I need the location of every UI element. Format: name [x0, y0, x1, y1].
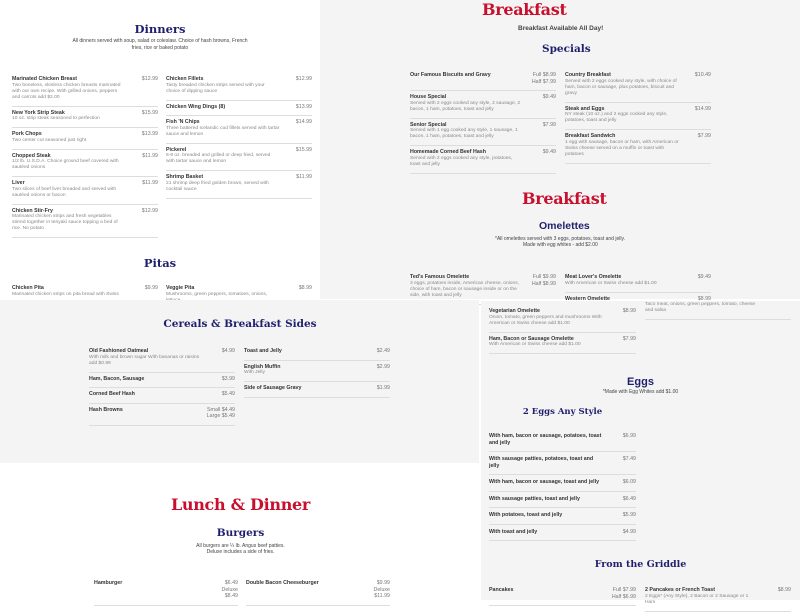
- menu-item-price: $10.49: [694, 72, 711, 78]
- menu-item-name: Marinated Chicken Breast: [12, 76, 78, 82]
- specials-title: Specials: [542, 43, 591, 55]
- menu-item-info: [489, 336, 604, 349]
- menu-item-name: Western Omelette: [565, 295, 610, 302]
- menu-item-name: With potatoes, toast and jelly: [489, 512, 563, 518]
- eggs-column: [489, 429, 636, 541]
- menu-item-price: $7.49: [622, 456, 636, 462]
- menu-item-description: Two center cut seasoned just right: [12, 137, 87, 143]
- menu-item-description: Served with 1 egg cooked any style, 1 sausage, 1 bacon, 1 ham, potatoes, toast and jelly: [410, 128, 518, 139]
- menu-item-name: Fish 'N Chips: [166, 119, 200, 125]
- menu-item-info: [489, 512, 604, 519]
- menu-item-price: $9.49: [697, 274, 711, 280]
- menu-item-info: [166, 147, 280, 166]
- menu-item-price: $4.99: [622, 528, 636, 535]
- menu-item-name: With sausage patties, toast and jelly: [489, 495, 580, 502]
- menu-item-price: $13.99: [295, 103, 312, 110]
- menu-item-price: $2.49: [376, 348, 390, 354]
- menu-item-name: Pork Chops: [12, 131, 42, 137]
- omelettes-note-2: Made with egg whites - add $2.00: [523, 242, 598, 248]
- cereals-left-column: [89, 345, 235, 426]
- menu-item-description: NY steak (10 oz.) and 2 eggs cooked any style, potatoes, toast and jelly: [565, 112, 668, 123]
- menu-item-price: $3.99: [221, 375, 235, 382]
- eggs-panel: [481, 301, 800, 605]
- griddle-title: From the Griddle: [594, 559, 687, 570]
- pitas-title: Pitas: [143, 256, 177, 270]
- dinners-note: All dinners served with soup, salad or coleslaw. Choice of hash browns, French fries, rice or baked potato: [72, 38, 248, 51]
- menu-item-info: [166, 104, 280, 111]
- menu-item-name: New York Strip Steak: [12, 109, 65, 116]
- lunch-panel: [0, 464, 479, 600]
- menu-item-name: With toast and jelly: [489, 528, 538, 535]
- menu-item-price: $2.99: [376, 363, 390, 370]
- menu-item-name: With ham, bacon or sausage, toast and jelly: [489, 479, 600, 485]
- menu-item-info: [166, 119, 280, 138]
- menu-item-info: [410, 72, 524, 85]
- menu-item-info: [565, 106, 679, 125]
- menu-item: [166, 101, 312, 117]
- menu-item-info: [89, 407, 203, 420]
- menu-item-name: Ham, Bacon or Sausage Omelette: [489, 335, 574, 342]
- griddle-left-column: [489, 584, 636, 606]
- menu-item: [565, 130, 711, 164]
- griddle-right-column: [645, 584, 791, 612]
- menu-item-name: Toast and Jelly: [244, 348, 282, 354]
- menu-item-name: Chicken Pita: [12, 285, 44, 291]
- menu-item-name: Meat Lover's Omelette: [565, 274, 622, 280]
- menu-item-name: Veggie Pita: [166, 285, 195, 291]
- menu-item-name: 2 Pancakes or French Toast: [645, 587, 715, 593]
- menu-item-name: Ted's Famous Omelette: [410, 274, 470, 280]
- menu-item-info: [12, 76, 126, 101]
- menu-item-price: $12.99: [141, 76, 158, 82]
- menu-item-description: 6-8 oz. breaded and grilled or deep fried, served with tartar sauce and lemon: [166, 153, 271, 164]
- menu-item-info: [410, 122, 524, 141]
- menu-item-price: $9.99: [144, 285, 158, 291]
- menu-item-info: [244, 364, 358, 377]
- menu-item-name: Double Bacon Cheeseburger: [246, 580, 319, 586]
- menu-item-name: Vegetarian Omelette: [489, 308, 540, 314]
- menu-item: [489, 508, 636, 525]
- breakfast-note: Breakfast Available All Day!: [518, 25, 604, 32]
- menu-item-price: $9.49: [542, 94, 556, 100]
- breakfast-panel: [320, 0, 800, 302]
- menu-item-name: Country Breakfast: [565, 72, 611, 78]
- menu-item-info: [12, 110, 126, 123]
- cereals-panel: [0, 300, 479, 463]
- menu-item-info: [244, 348, 358, 355]
- menu-item-price: $7.99: [542, 121, 556, 128]
- specials-right-column: [565, 69, 711, 164]
- menu-item-info: [410, 274, 524, 299]
- menu-item-info: [89, 348, 203, 367]
- menu-item: [565, 103, 711, 131]
- menu-item: [489, 475, 636, 492]
- menu-item-price: $12.99: [295, 76, 312, 82]
- menu-item-price: $9.99 Deluxe $11.99: [373, 580, 390, 599]
- menu-item-price: Full $9.99 Half $8.99: [531, 274, 556, 287]
- menu-item-info: [12, 131, 126, 144]
- menu-item-info: [565, 274, 679, 287]
- menu-item-name: Shrimp Basket: [166, 174, 204, 180]
- menu-item-description: 3 eggs, potatoes inside, American cheese, onions, choice of ham, bacon or sausage inside or on the side, with toast and jelly: [410, 280, 520, 298]
- menu-item-name: Liver: [12, 180, 25, 186]
- menu-item-price: $6.09: [622, 479, 636, 485]
- omelettes-continued-left-column: [489, 305, 636, 354]
- menu-item-info: [489, 479, 604, 486]
- menu-item-price: $11.99: [142, 152, 158, 159]
- menu-item-price: $11.99: [142, 180, 158, 186]
- menu-item: [166, 144, 312, 172]
- menu-item-info: [12, 285, 126, 298]
- menu-item-name: Pickerel: [166, 146, 187, 153]
- menu-item-info: [12, 180, 126, 199]
- menu-item-price: $15.99: [295, 146, 312, 153]
- breakfast-heading-2: Breakfast: [522, 189, 607, 208]
- menu-item-price: $14.99: [694, 105, 711, 112]
- menu-item: [89, 388, 235, 404]
- menu-item: [489, 305, 636, 333]
- menu-item: [645, 299, 791, 320]
- menu-item: [12, 205, 158, 239]
- menu-item-name: Side of Sausage Gravy: [244, 385, 302, 391]
- menu-item-name: Breakfast Sandwich: [565, 133, 616, 139]
- menu-item-price: $6.49 Deluxe $8.49: [221, 580, 238, 599]
- menu-item-price: $8.99: [622, 308, 636, 314]
- menu-item-description: Mushrooms, green peppers, tomatoes, onions,: [166, 291, 268, 297]
- menu-item-price: $6.49: [622, 495, 636, 502]
- two-eggs-title: 2 Eggs Any Style: [522, 407, 603, 417]
- eggs-title: Eggs: [627, 376, 654, 388]
- menu-item-info: [12, 208, 126, 233]
- menu-item-description: Taco meat, onions, green peppers, tomato, cheese and salsa: [645, 302, 756, 313]
- menu-item-description: Served with 2 eggs cooked any style, with choice of ham, bacon or sausage, plus potatoes, biscuit and gravy: [565, 78, 677, 96]
- menu-item-info: [166, 76, 280, 95]
- menu-item: [94, 577, 238, 606]
- dinners-title: Dinners: [134, 22, 186, 36]
- menu-item: [89, 373, 235, 389]
- specials-left-column: [410, 69, 556, 174]
- menu-item: [246, 577, 390, 606]
- menu-item-description: Marinated chicken strips on pita bread with Swiss: [12, 291, 119, 297]
- menu-item-description: 2 Eggs* (Any Style), 2 Bacon or 2 Sausage or 1 Ham: [645, 593, 749, 605]
- menu-item-info: [489, 529, 604, 536]
- menu-item-price: $15.99: [141, 109, 158, 116]
- menu-item-info: [645, 302, 759, 314]
- menu-item-name: House Special: [410, 94, 447, 100]
- menu-item-name: Homemade Corned Beef Hash: [410, 149, 486, 155]
- menu-item: [89, 345, 235, 373]
- menu-item-price: $1.99: [376, 385, 390, 391]
- menu-item: [12, 107, 158, 129]
- menu-item: [489, 333, 636, 355]
- menu-item: [410, 146, 556, 174]
- menu-item-description: 10 oz. strip steak seasoned to perfection: [12, 116, 100, 121]
- menu-item-name: Steak and Eggs: [565, 105, 605, 112]
- menu-item: [489, 429, 636, 452]
- menu-item-info: [166, 174, 280, 193]
- menu-item-description: 1/2 lb. U.S.D.A. Choice ground beef covered with sautéed onions: [12, 159, 119, 170]
- menu-item-price: $8.99: [777, 587, 791, 593]
- menu-item-info: [89, 391, 203, 398]
- menu-item-description: Served with 2 eggs cooked any style, 2 sausage, 2 bacon, 1 ham, potatoes, toast and jelly: [410, 100, 521, 112]
- dinners-left-column: [12, 73, 158, 238]
- menu-item-info: [489, 433, 604, 446]
- menu-item-price: $7.99: [622, 335, 636, 342]
- dinners-right-column: [166, 73, 312, 199]
- menu-item-name: Chicken Wing Dings (8): [166, 103, 226, 110]
- lunch-heading: Lunch & Dinner: [170, 495, 311, 514]
- menu-item-info: [489, 308, 604, 327]
- menu-item-name: Hash Browns: [89, 406, 123, 413]
- menu-item-name: Corned Beef Hash: [89, 391, 135, 397]
- menu-item-price: Full $8.99 Half $7.99: [531, 72, 556, 85]
- menu-item-price: $12.99: [141, 207, 158, 214]
- menu-item: [166, 116, 312, 144]
- menu-item-price: $13.99: [141, 131, 158, 137]
- menu-item: [166, 73, 312, 101]
- menu-item-description: Marinated chicken strips and fresh vegetables stirred together in teriyaki sauce topping a bed of rice. No potato: [12, 214, 118, 231]
- menu-item-description: 21 shrimp deep fried golden brown, served with cocktail sauce: [166, 180, 269, 192]
- menu-item-description: With Jelly: [244, 370, 265, 375]
- menu-item-name: Chicken Fillets: [166, 76, 204, 82]
- menu-item-name: Chicken Stir-Fry: [12, 207, 53, 214]
- menu-item: [565, 271, 711, 293]
- menu-item-info: [410, 149, 524, 168]
- menu-item-info: [244, 385, 358, 392]
- menu-item-price: $8.99: [298, 285, 312, 291]
- menu-item-name: Old Fashioned Oatmeal: [89, 348, 149, 354]
- menu-item-description: Served with 2 eggs cooked any style, potatoes, toast and jelly: [410, 155, 513, 167]
- dinners-panel: [0, 0, 320, 299]
- menu-item: [489, 452, 636, 475]
- menu-item: [410, 91, 556, 119]
- menu-item: [244, 382, 390, 398]
- menu-item-name: English Muffin: [244, 363, 281, 370]
- menu-item-info: [489, 587, 604, 600]
- menu-item-info: [94, 580, 206, 600]
- menu-item: [489, 492, 636, 509]
- menu-item: [489, 584, 636, 606]
- menu-item-name: Pancakes: [489, 587, 514, 593]
- menu-item-description: With milk and brown sugar With bananas or raisins add $0.99: [89, 354, 200, 366]
- menu-item: [244, 345, 390, 361]
- menu-item-info: [565, 133, 679, 158]
- menu-item-price: $5.49: [221, 391, 235, 397]
- menu-item-info: [489, 496, 604, 503]
- menu-item-price: $5.99: [622, 512, 636, 518]
- menu-item-name: Senior Special: [410, 121, 447, 128]
- menu-item-info: [12, 153, 126, 172]
- menu-item-info: [89, 376, 203, 383]
- menu-item-price: $9.49: [542, 149, 556, 155]
- menu-item-description: Two boneless, skinless chicken breasts marinated with our own recipe. With grilled onions, peppers and carrots add $2.00: [12, 82, 121, 100]
- menu-item: [489, 525, 636, 542]
- burgers-left-column: [94, 577, 238, 606]
- burgers-title: Burgers: [216, 527, 265, 539]
- menu-item: [410, 119, 556, 147]
- menu-item: [12, 73, 158, 107]
- burgers-note-2: Deluxe includes a side of fries.: [206, 549, 275, 555]
- menu-item: [244, 361, 390, 383]
- menu-item-info: [489, 456, 604, 469]
- menu-item-description: Three battered Icelandic cod fillets served with tartar sauce and lemon: [166, 125, 280, 137]
- menu-item-description: Onion, tomato, green peppers and mushrooms With American or Swiss cheese add $1.00: [489, 314, 602, 326]
- menu-item: [645, 584, 791, 612]
- menu-item-name: With ham, bacon or sausage, potatoes, toast and jelly: [489, 433, 602, 446]
- menu-item-description: With American or Swiss cheese add $1.00: [565, 280, 657, 286]
- menu-item-name: Hamburger: [94, 580, 123, 586]
- menu-item-info: [565, 72, 679, 97]
- menu-item: [12, 150, 158, 178]
- menu-item-price: Small $4.49 Large $5.49: [206, 406, 235, 419]
- menu-item-name: With sausage patties, potatoes, toast and jelly: [489, 456, 594, 469]
- menu-item: [166, 171, 312, 199]
- menu-item-name: Chopped Steak: [12, 152, 51, 159]
- burgers-note-1: All burgers are ¼ lb. Angus beef patties.: [196, 543, 285, 549]
- menu-item-info: [410, 94, 524, 113]
- menu-item-info: [246, 580, 358, 600]
- menu-item-description: Two slices of beef liver breaded and served with sautéed onions or bacon: [12, 186, 117, 198]
- menu-item-price: $8.99: [697, 295, 711, 302]
- burgers-right-column: [246, 577, 390, 606]
- menu-item-price: $14.99: [295, 119, 312, 125]
- breakfast-heading: Breakfast: [482, 0, 567, 19]
- menu-item: [89, 404, 235, 426]
- cereals-title: Cereals & Breakfast Sides: [163, 318, 317, 330]
- menu-item-price: $6.99: [622, 433, 636, 439]
- menu-item: [565, 69, 711, 103]
- menu-item: [12, 128, 158, 150]
- omelettes-title: Omelettes: [539, 220, 590, 232]
- menu-item-description: 1 egg with sausage, bacon or ham, with American or Swiss cheese served on a muffin or toast with potatoes: [565, 139, 679, 157]
- eggs-note: *Made with Egg Whites add $1.00: [602, 389, 679, 395]
- menu-item-price: $4.99: [221, 348, 235, 354]
- menu-item-name: Ham, Bacon, Sausage: [89, 375, 145, 382]
- omelettes-continued-right-column: [645, 299, 791, 320]
- menu-item-price: $7.99: [697, 133, 711, 139]
- menu-item-description: Tasty breaded chicken strips served with your choice of dipping sauce: [166, 82, 265, 94]
- menu-item-price: $11.99: [296, 174, 312, 180]
- menu-item-name: Our Famous Biscuits and Gravy: [410, 72, 491, 78]
- omelettes-note-1: *All omelettes served with 3 eggs, potatoes, toast and jelly.: [495, 236, 625, 242]
- menu-item: [12, 177, 158, 205]
- menu-item: [410, 69, 556, 91]
- menu-item-description: With American or Swiss cheese add $1.00: [489, 342, 581, 347]
- menu-item-info: [645, 587, 759, 606]
- menu-item-price: Full $7.99 Half $6.99: [611, 587, 636, 600]
- cereals-right-column: [244, 345, 390, 398]
